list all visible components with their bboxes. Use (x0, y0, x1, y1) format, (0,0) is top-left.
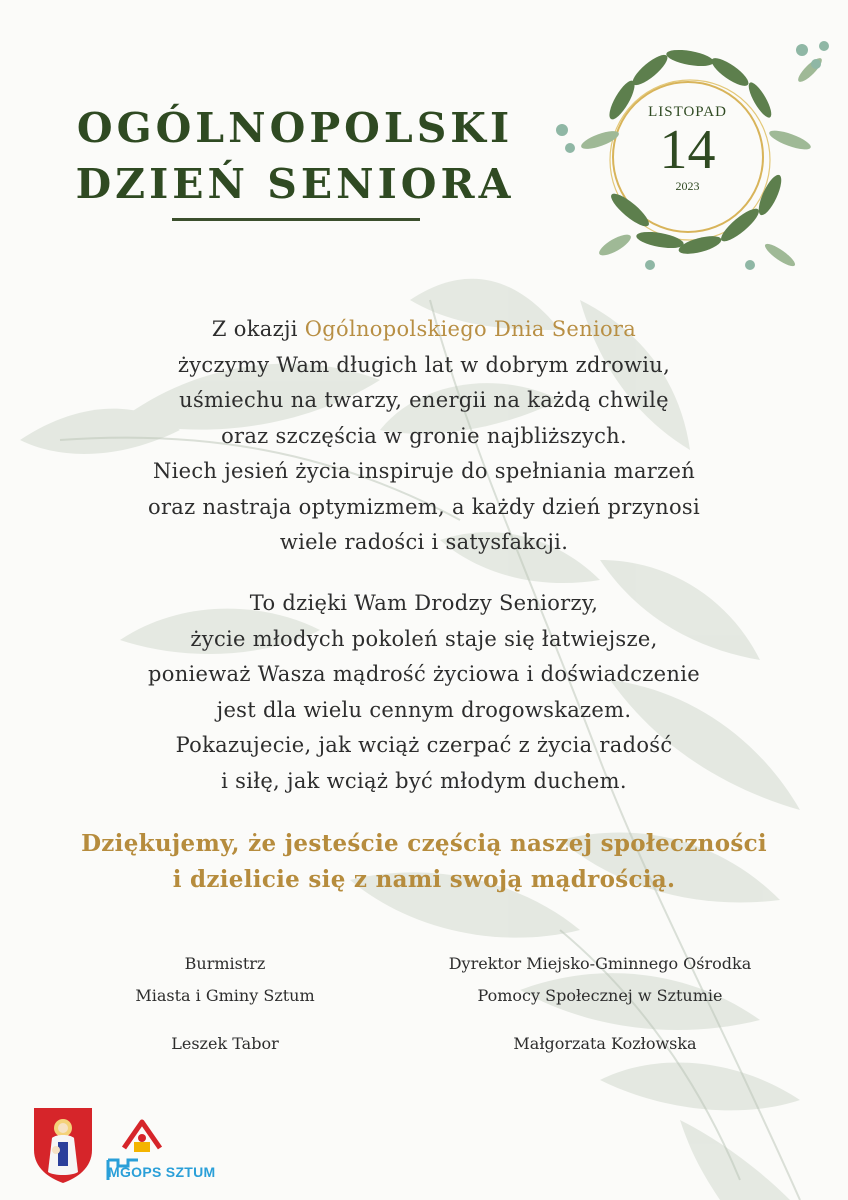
page-title (40, 100, 550, 212)
greeting-line: oraz nastraja optymizmem, a każdy dzień przynosi (148, 494, 700, 519)
gratitude-line: jest dla wielu cennym drogowskazem. (216, 697, 632, 722)
greeting-line: Z okazji Ogólnopolskiego Dnia Seniora (211, 317, 637, 341)
greeting-line: oraz szczęścia w gronie najbliższych. (221, 423, 627, 448)
greeting-line: uśmiechu na twarzy, energii na każdą chwilę (179, 388, 669, 412)
title-divider (172, 218, 420, 221)
closing-statement (30, 826, 818, 898)
date-month: LISTOPAD (648, 104, 727, 120)
gratitude-line: To dzięki Wam Drodzy Seniorzy, (249, 591, 599, 615)
signature-right-name: Małgorzata Kozłowska (513, 1034, 697, 1053)
gratitude-line: i siłę, jak wciąż być młodym duchem. (221, 768, 627, 793)
closing-line: Dziękujemy, że jesteście częścią naszej społeczności (81, 830, 767, 857)
mgops-label: MGOPS SZTUM (108, 1164, 216, 1180)
coat-of-arms-icon (32, 1106, 94, 1184)
greeting-line: wiele radości i satysfakcji. (279, 530, 569, 554)
gratitude-line: Pokazujecie, jak wciąż czerpać z życia radość (175, 733, 673, 757)
signature-left-name: Leszek Tabor (171, 1034, 279, 1053)
title-line-1: OGÓLNOPOLSKI (76, 104, 514, 152)
greeting-line: życzymy Wam długich lat w dobrym zdrowiu, (177, 352, 671, 377)
holiday-name: Ogólnopolskiego Dnia Seniora (304, 317, 637, 341)
greeting-paragraph (40, 312, 808, 561)
gratitude-line: ponieważ Wasza mądrość życiowa i doświadczenie (148, 662, 700, 686)
date-badge (615, 104, 760, 194)
gratitude-paragraph (40, 586, 808, 799)
signature-left-role: Burmistrz Miasta i Gminy Sztum (135, 954, 315, 1005)
gratitude-line: życie młodych pokoleń staje się łatwiejsze, (190, 626, 658, 651)
date-year: 2023 (675, 179, 700, 193)
title-line-2: DZIEŃ SENIORA (75, 160, 515, 208)
signature-right-role: Dyrektor Miejsko-Gminnego Ośrodka Pomocy Społecznej w Sztumie (448, 954, 752, 1005)
greeting-line: Niech jesień życia inspiruje do spełniania marzeń (152, 459, 696, 483)
closing-line: i dzielicie się z nami swoją mądrością. (172, 866, 676, 893)
date-day: 14 (659, 119, 716, 181)
